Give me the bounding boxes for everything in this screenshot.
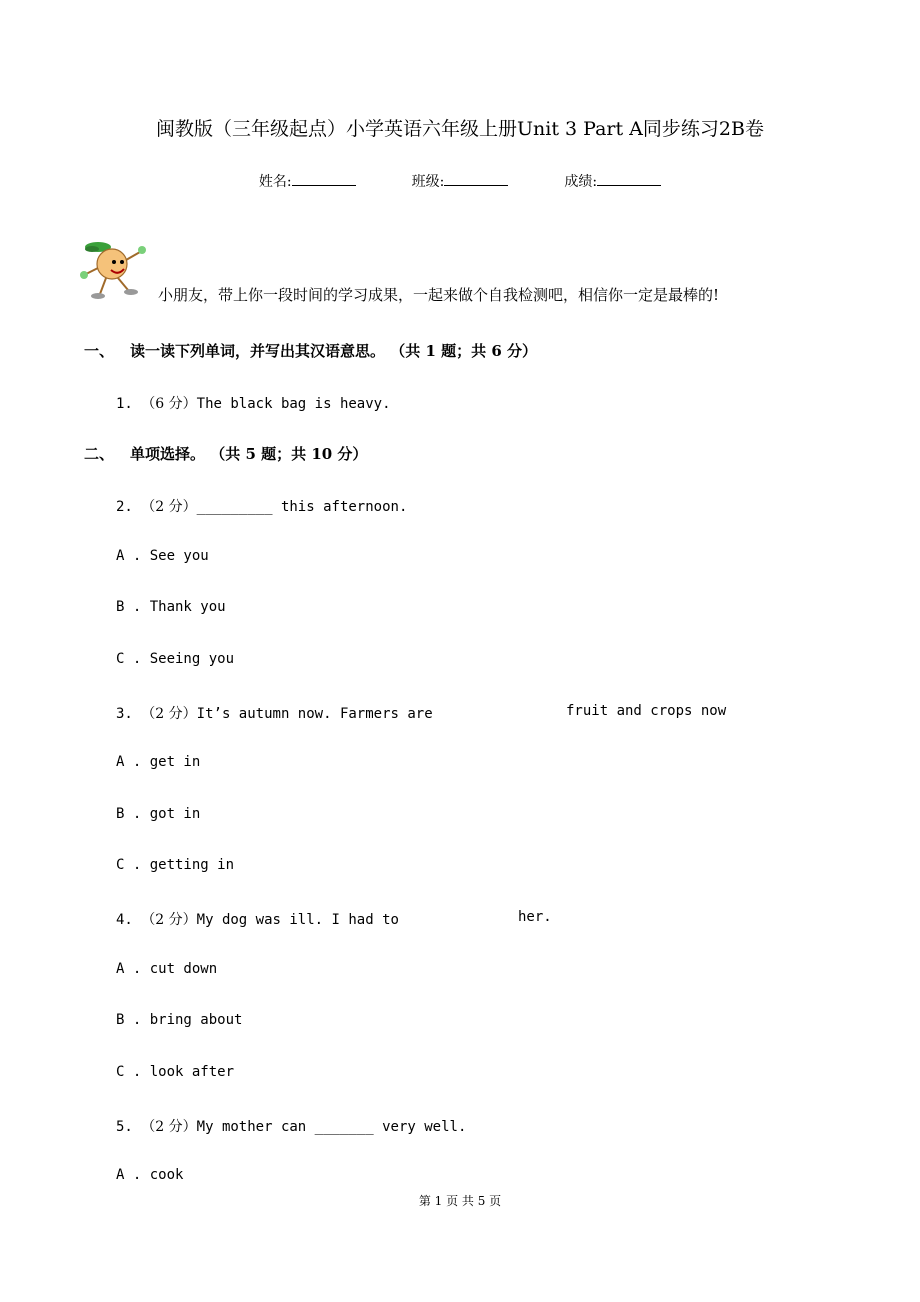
question-4 [116, 909, 399, 929]
option-4b[interactable]: B . bring about [116, 1012, 243, 1028]
section-1-heading [84, 340, 537, 361]
question-number: 5. [116, 1119, 133, 1135]
section-title: 单项选择。 （共 5 题；共 10 分） [130, 445, 368, 463]
question-score: （2 分） [141, 1119, 197, 1135]
option-4a[interactable]: A . cut down [116, 961, 218, 977]
page-footer: 第 1 页 共 5 页 [418, 1194, 502, 1208]
question-number: 1. [116, 396, 133, 412]
section-number: 二、 [84, 445, 115, 463]
question-4-tail: her. [518, 909, 552, 925]
name-label: 姓名: [258, 174, 292, 190]
question-text: My dog was ill. I had to [196, 912, 399, 928]
section-number: 一、 [84, 342, 115, 360]
name-field [259, 170, 356, 191]
question-score: （2 分） [141, 499, 197, 515]
page-title: 闽教版（三年级起点）小学英语六年级上册Unit 3 Part A同步练习2B卷 [156, 118, 764, 140]
question-score: （6 分） [141, 396, 197, 412]
question-number: 4. [116, 912, 133, 928]
section-title: 读一读下列单词，并写出其汉语意思。 （共 1 题；共 6 分） [130, 342, 537, 360]
score-field [564, 170, 661, 191]
class-field [412, 170, 509, 191]
option-5a[interactable]: A . cook [116, 1167, 184, 1183]
option-3b[interactable]: B . got in [116, 806, 201, 822]
score-label: 成绩: [564, 174, 598, 190]
option-4c[interactable]: C . look after [116, 1064, 235, 1080]
option-3c[interactable]: C . getting in [116, 857, 235, 873]
option-2c[interactable]: C . Seeing you [116, 651, 235, 667]
question-number: 3. [116, 706, 133, 722]
question-score: （2 分） [141, 912, 197, 928]
question-text: _________ this afternoon. [196, 499, 408, 515]
question-text: My mother can _______ very well. [196, 1119, 467, 1135]
question-2 [116, 496, 407, 516]
question-3-tail: fruit and crops now [566, 703, 727, 719]
question-text: The black bag is heavy. [196, 396, 391, 412]
mascot-icon [78, 238, 152, 302]
option-3a[interactable]: A . get in [116, 754, 201, 770]
option-2b[interactable]: B . Thank you [116, 599, 226, 615]
name-blank [292, 170, 356, 186]
question-score: （2 分） [141, 706, 197, 722]
encouragement-text: 小朋友，带上你一段时间的学习成果，一起来做个自我检测吧，相信你一定是最棒的! [158, 286, 720, 304]
question-number: 2. [116, 499, 133, 515]
question-5 [116, 1116, 466, 1136]
section-2-heading [84, 443, 367, 464]
student-info [0, 170, 920, 191]
class-blank [444, 170, 508, 186]
question-3 [116, 703, 433, 723]
question-text: It’s autumn now. Farmers are [196, 706, 433, 722]
score-blank [597, 170, 661, 186]
option-2a[interactable]: A . See you [116, 548, 209, 564]
question-1 [116, 393, 391, 413]
class-label: 班级: [411, 174, 445, 190]
